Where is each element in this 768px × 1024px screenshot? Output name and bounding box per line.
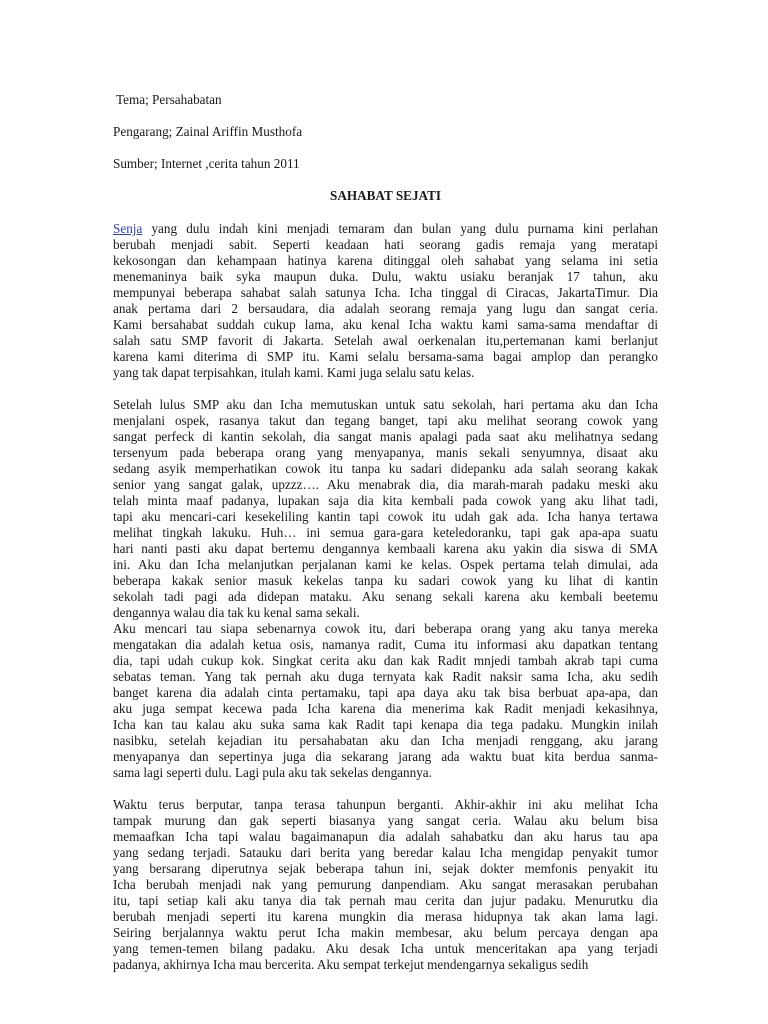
- story-line: tersenyum pada beberapa orang yang menyapanya, manis sekali senyumnya, disaat aku: [113, 445, 658, 460]
- story-line: karena kami diterima di SMP itu. Kami selalu bersama-sama bagai amplop dan perangko: [113, 349, 658, 364]
- story-line: dengannya walau dia tak ku kenal sama sekali.: [113, 605, 360, 620]
- story-line: salah satu SMP favorit di Jakarta. Setelah awal oerkenalan itu,pertemanan kami berlanjut: [113, 333, 658, 348]
- story-line: Icha kan tau kalau aku suka sama kak Radit tapi kenapa dia tega padaku. Mungkin inilah: [113, 717, 658, 732]
- story-line: tapi aku mencari-cari kesekeliling kantin tapi cowok itu udah gak ada. Icha hanya tertawa: [113, 509, 658, 524]
- story-line: kekosongan dan kehampaan hatinya karena ditinggal oleh sahabat yang selama ini setia: [113, 253, 658, 268]
- document-page: [113, 0, 658, 1024]
- story-line: aku juga sempat kecewa pada Icha karena dia menerima kak Radit menjadi kekasihnya,: [113, 701, 658, 716]
- story-line: senior yang sangat galak, upzzz…. Aku menabrak dia, dia marah-marah padaku meski aku: [113, 477, 658, 492]
- story-line: menyapanya dan sepertinya juga dia sekarang jarang ada waktu buat kita berdua sanma-: [113, 749, 658, 764]
- story-line: menjalani ospek, rasanya takut dan tegang banget, tapi aku melihat seorang cowok yang: [113, 413, 658, 428]
- story-line: sekolah tadi pagi ada didepan mataku. Aku senang sekali karena aku kembali beetemu: [113, 589, 658, 604]
- story-line: telah minta maaf padanya, lupakan saja dia kita kembali pada cowok yang aku lihat tadi,: [113, 493, 658, 508]
- story-line: yang temen-temen bilang padaku. Aku desak Icha untuk menceritakan apa yang terjadi: [113, 941, 658, 956]
- story-line: nasibku, setelah kejadian itu persahabatan aku dan Icha menjadi renggang, aku jarang: [113, 733, 658, 748]
- story-line: mengatakan dia adalah ketua osis, namanya radit, Cuma itu informasi aku dapatkan tentang: [113, 637, 658, 652]
- story-line: beberapa kakak senior masuk kekelas tanpa ku sadari cowok yang ku lihat di kantin: [113, 573, 658, 588]
- story-line: yang bersarang diperutnya sejak beberapa tahun ini, sejak dokter memfonis penyakit itu: [113, 861, 658, 876]
- story-line: Seiring berjalannya waktu perut Icha makin membesar, aku belum percaya dengan apa: [113, 925, 658, 940]
- meta-sumber: Sumber; Internet ,cerita tahun 2011: [113, 156, 300, 171]
- story-line: banget karena dia adalah cinta pertamaku, tapi apa daya aku tak bisa berbuat apa-apa, dan: [113, 685, 658, 700]
- story-line: Icha berubah menjadi nak yang pemurung danpendiam. Aku sangat merasakan perubahan: [113, 877, 658, 892]
- story-line: Setelah lulus SMP aku dan Icha memutuskan untuk satu sekolah, hari pertama aku dan Icha: [113, 397, 658, 412]
- story-line: sangat perfeck di kantin sekolah, dia sangat manis apalagi pada saat aku melihatnya sedang: [113, 429, 658, 444]
- document-title: SAHABAT SEJATI: [329, 188, 442, 203]
- story-body: [113, 221, 658, 973]
- story-line: menemaninya baik syka maupun duka. Dulu, waktu usiaku beranjak 17 tahun, aku: [113, 269, 658, 284]
- story-line: sebatas teman. Yang tak pernah aku duga ternyata kak Radit naksir sama Icha, aku sedih: [113, 669, 658, 684]
- story-line: sama lagi seperti dulu. Lagi pula aku tak sekelas dengannya.: [113, 765, 432, 780]
- story-line: itu, tapi setiap kali aku tanya dia tak pernah mau cerita dan jujur padaku. Menurutku dia: [113, 893, 658, 908]
- meta-pengarang: Pengarang; Zainal Ariffin Musthofa: [113, 124, 303, 139]
- story-line: Aku mencari tau siapa sebenarnya cowok itu, dari beberapa orang yang aku tanya mereka: [113, 621, 658, 636]
- story-line: anak pertama dari 2 bersaudara, dia adalah seorang remaja yang lugu dan sangat ceria.: [113, 301, 658, 316]
- story-line: ini. Aku dan Icha melanjutkan perjalanan kami ke kelas. Ospek pertama telah dimulai, ada: [113, 557, 658, 572]
- story-lines: [113, 237, 658, 973]
- story-line: sedang asyik memperhatikan cowok itu tanpa ku sadari didepanku ada salah seorang kakak: [113, 461, 658, 476]
- blank-line: [113, 781, 658, 797]
- story-line: Waktu terus berputar, tanpa terasa tahunpun berganti. Akhir-akhir ini aku melihat Icha: [113, 797, 658, 812]
- story-line: [113, 221, 658, 237]
- story-line: berubah menjadi seperti itu karena mungkin dia merasa hidupnya tak akan lama lagi.: [113, 909, 658, 924]
- senja-link[interactable]: Senja: [113, 221, 143, 236]
- story-line: yang tak dapat terpisahkan, itulah kami. Kami juga selalu satu kelas.: [113, 365, 475, 380]
- story-line: yang sedang terjadi. Satauku dari berita yang beredar kalau Icha mengidap penyakit tumor: [113, 845, 658, 860]
- story-line-text: yang dulu indah kini menjadi temaram dan bulan yang dulu purnama kini perlahan: [142, 221, 658, 236]
- story-line: berubah menjadi sabit. Seperti keadaan hati seorang gadis remaja yang meratapi: [113, 237, 658, 252]
- story-line: padanya, akhirnya Icha mau bercerita. Aku sempat terkejut mendengarnya sekaligus sedih: [113, 957, 589, 972]
- story-line: dia, tapi udah cukup kok. Singkat cerita aku dan kak Radit mnjedi tambah akrab tapi cuma: [113, 653, 658, 668]
- story-line: memaafkan Icha tapi walau bagaimanapun dia adalah sahabatku dan aku harus tau apa: [113, 829, 658, 844]
- story-line: hari nanti pasti aku dapat bertemu dengannya kembaali karena aku yakin dia siswa di SMA: [113, 541, 658, 556]
- blank-line: [113, 381, 658, 397]
- meta-tema: Tema; Persahabatan: [116, 92, 222, 107]
- story-line: Kami bersahabat suddah cukup lama, aku kenal Icha waktu kami sama-sama mendaftar di: [113, 317, 658, 332]
- story-line: melihat tingkah lakuku. Huh… ini semua gara-gara keteledoranku, tapi gak apa-apa suatu: [113, 525, 658, 540]
- story-line: tampak murung dan gak seperti biasanya yang sangat ceria. Walau aku belum bisa: [113, 813, 658, 828]
- story-line: mempunyai beberapa sahabat salah satunya Icha. Icha tinggal di Ciracas, JakartaTimur. Dia: [113, 285, 658, 300]
